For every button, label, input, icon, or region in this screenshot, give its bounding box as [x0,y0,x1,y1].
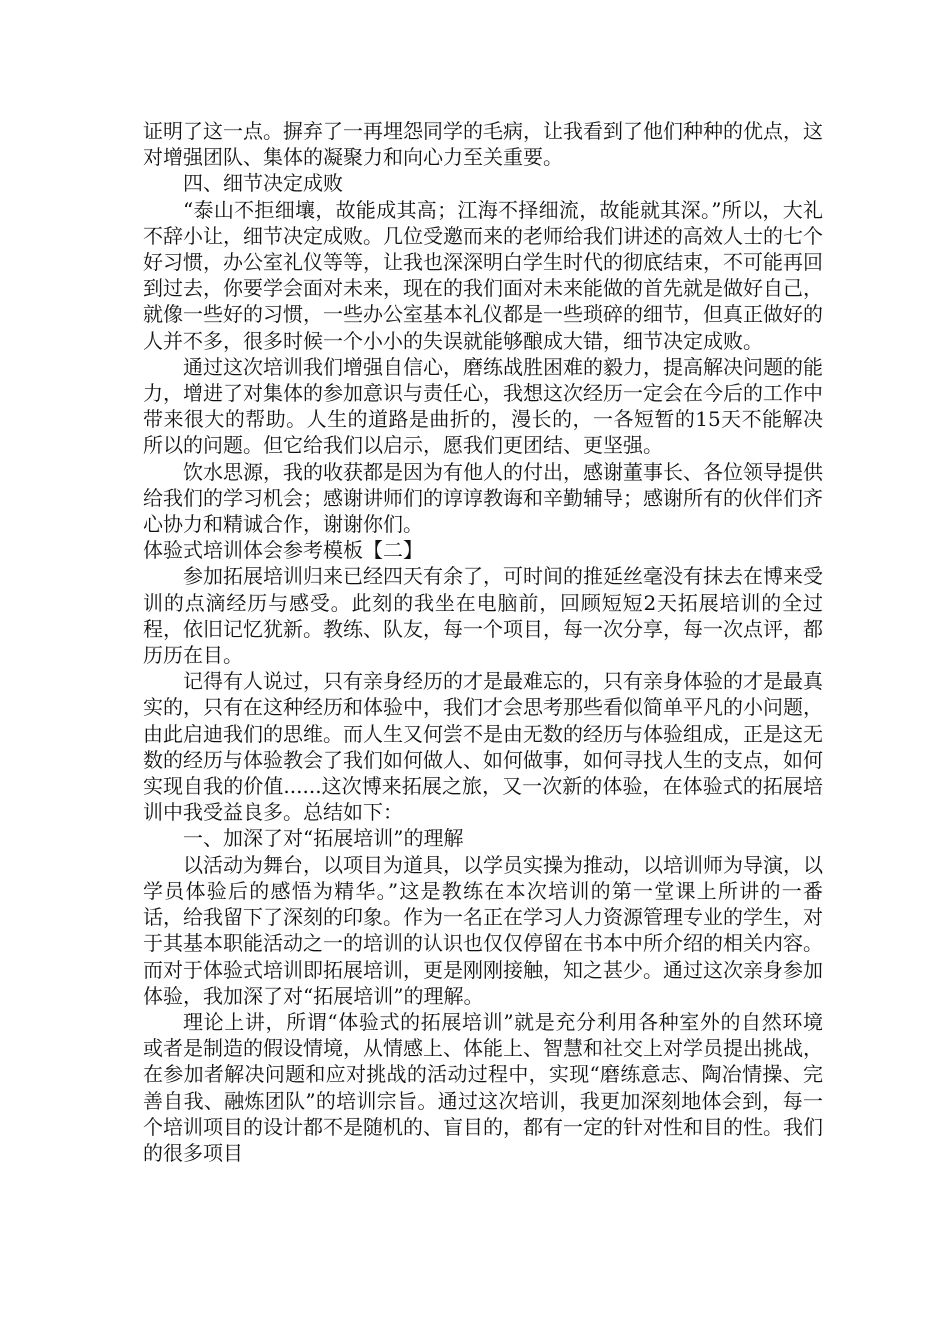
paragraph: 通过这次培训我们增强自信心，磨练战胜困难的毅力，提高解决问题的能力，增进了对集体的参加意识与责任心，我想这次经历一定会在今后的工作中带来很大的帮助。人生的道路是曲折的，漫长的，一各短暂的15天不能解决所以的问题。但它给我们以启示，愿我们更团结、更坚强。 [143,354,823,458]
document-page [143,118,823,1166]
paragraph: “泰山不拒细壤，故能成其高；江海不择细流，故能就其深。”所以，大礼不辞小让，细节决定成败。几位受邀而来的老师给我们讲述的高效人士的七个好习惯，办公室礼仪等等，让我也深深明白学生时代的彻底结束，不可能再回到过去，你要学会面对未来，现在的我们面对未来能做的首先就是做好自己，就像一些好的习惯，一些办公室基本礼仪都是一些琐碎的细节，但真正做好的人并不多，很多时候一个小小的失误就能够酿成大错，细节决定成败。 [143,197,823,353]
template-title: 体验式培训体会参考模板【二】 [143,538,423,563]
paragraph: 以活动为舞台，以项目为道具，以学员实操为推动，以培训师为导演，以学员体验后的感悟为精华。”这是教练在本次培训的第一堂课上所讲的一番话，给我留下了深刻的印象。作为一名正在学习人力资源管理专业的学生，对于其基本职能活动之一的培训的认识也仅仅停留在书本中所介绍的相关内容。而对于体验式培训即拓展培训，更是刚刚接触，知之甚少。通过这次亲身参加体验，我加深了对“拓展培训”的理解。 [143,852,823,1008]
paragraph: 记得有人说过，只有亲身经历的才是最难忘的，只有亲身体验的才是最真实的，只有在这种经历和体验中，我们才会思考那些看似简单平凡的小问题，由此启迪我们的思维。而人生又何尝不是由无数的经历与体验组成，正是这无数的经历与体验教会了我们如何做人、如何做事，如何寻找人生的支点，如何实现自我的价值......这次博来拓展之旅，又一次新的体验，在体验式的拓展培训中我受益良多。总结如下： [143,669,823,825]
section-heading-4: 四、细节决定成败 [183,171,343,196]
paragraph: 理论上讲，所谓“体验式的拓展培训”就是充分利用各种室外的自然环境或者是制造的假设情境，从情感上、体能上、智慧和社交上对学员提出挑战，在参加者解决问题和应对挑战的活动过程中，实现“磨练意志、陶冶情操、完善自我、融炼团队”的培训宗旨。通过这次培训，我更加深刻地体会到，每一个培训项目的设计都不是随机的、盲目的，都有一定的针对性和目的性。我们的很多项目 [143,1009,823,1165]
paragraph: 参加拓展培训归来已经四天有余了，可时间的推延丝毫没有抹去在博来受训的点滴经历与感受。此刻的我坐在电脑前，回顾短短2天拓展培训的全过程，依旧记忆犹新。教练、队友，每一个项目，每一次分享，每一次点评，都历历在目。 [143,564,823,668]
paragraph: 饮水思源，我的收获都是因为有他人的付出，感谢董事长、各位领导提供给我们的学习机会；感谢讲师们的谆谆教诲和辛勤辅导；感谢所有的伙伴们齐心协力和精诚合作，谢谢你们。 [143,459,823,537]
paragraph-continued: 证明了这一点。摒弃了一再埋怨同学的毛病，让我看到了他们种种的优点，这对增强团队、集体的凝聚力和向心力至关重要。 [143,119,823,170]
section-heading-1: 一、加深了对“拓展培训”的理解 [183,826,464,851]
